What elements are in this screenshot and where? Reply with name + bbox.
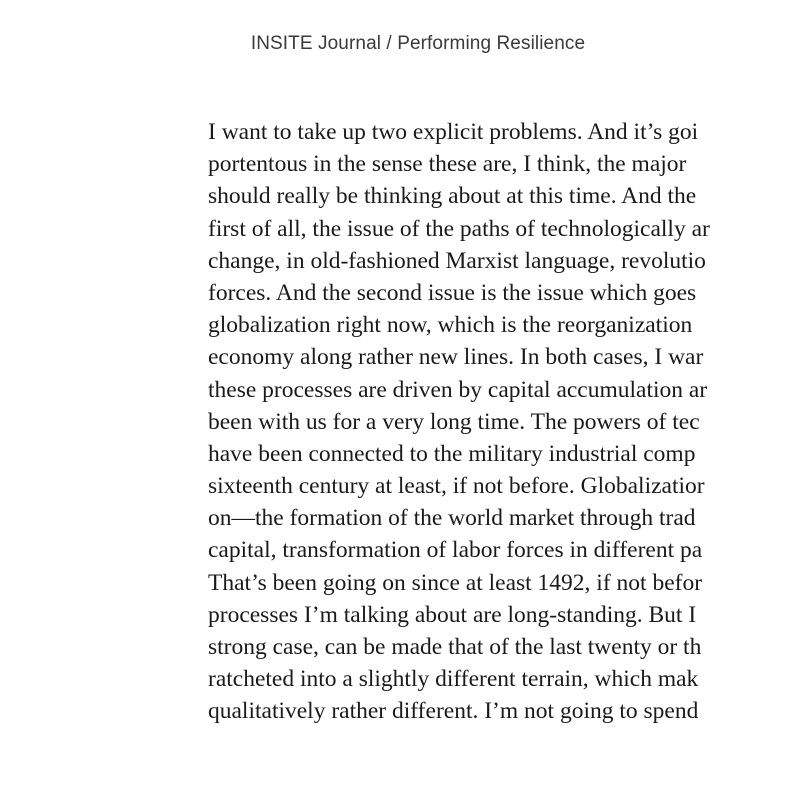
text-line: first of all, the issue of the paths of technologically ar bbox=[208, 215, 710, 242]
text-line: globalization right now, which is the reorganization bbox=[208, 312, 693, 339]
text-line: have been connected to the military industrial comp bbox=[208, 440, 696, 467]
text-line: on—the formation of the world market through trad bbox=[208, 505, 696, 532]
text-line: That’s been going on since at least 1492, if not befor bbox=[208, 569, 703, 596]
body-paragraph bbox=[208, 116, 800, 728]
text-line: ratcheted into a slightly different terrain, which mak bbox=[208, 666, 699, 693]
text-line: economy along rather new lines. In both cases, I war bbox=[208, 344, 704, 371]
text-line: qualitatively rather different. I’m not going to spend bbox=[208, 698, 699, 725]
text-line: these processes are driven by capital accumulation ar bbox=[208, 376, 708, 403]
text-line: portentous in the sense these are, I think, the major bbox=[208, 151, 687, 178]
text-line: change, in old-fashioned Marxist language, revolutio bbox=[208, 247, 706, 274]
text-line: processes I’m talking about are long-standing. But I bbox=[208, 601, 697, 628]
text-line: capital, transformation of labor forces in different pa bbox=[208, 537, 703, 564]
running-header: INSITE Journal / Performing Resilience bbox=[250, 33, 586, 54]
text-line: I want to take up two explicit problems. And it’s goi bbox=[208, 119, 699, 145]
text-line: sixteenth century at least, if not before. Globalizatior bbox=[208, 473, 705, 500]
text-line: forces. And the second issue is the issue which goes bbox=[208, 279, 697, 306]
text-line: should really be thinking about at this time. And the bbox=[208, 183, 697, 210]
text-line: strong case, can be made that of the last twenty or th bbox=[208, 634, 702, 660]
text-line: been with us for a very long time. The powers of tec bbox=[208, 408, 700, 435]
